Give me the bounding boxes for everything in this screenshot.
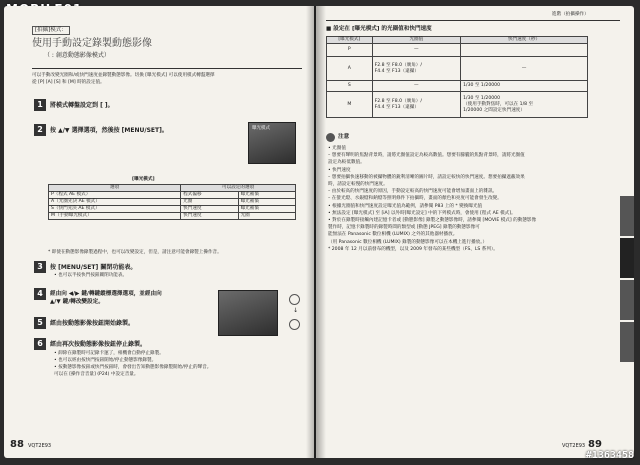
page-subtitle: （ : 創意動態影像模式） [44,52,110,59]
exposure-mode-table [48,184,296,220]
step-5-text: 經由按動態影像按鈕開始錄製。 [50,320,135,327]
table-cell: 快門速度 [181,213,238,220]
step-2-text: 按 ▲/▼ 選擇選項，然後按 [MENU/SET]。 [50,127,168,134]
step-6-note: • 卸除在錄製時可記錄卡運了，相機會自動停止錄製。 [54,351,164,356]
page-title: 使用手動設定錄製動態影像 [32,38,152,49]
table-cell: M（手動曝光模式） [49,213,181,220]
left-page [4,6,314,458]
table-cell: — [372,44,461,57]
table-row [49,206,296,213]
note-line: • 光圈值 [328,146,346,151]
step-6-note: • 按動態影像按鈕或快門按鈕時，會發出告知動態影像錄製開始/停止的聲音。 [54,365,212,370]
note-line: （用 Panasonic 數位相機 (LUMIX) 錄製的動態影像可以在本機上進行播放。） [328,239,488,245]
step-1-text: 將模式轉盤設定到 [ ]。 [50,102,114,109]
step-6-note: • 也可以經由按快門按鈕開始/停止動態影像錄製。 [54,358,157,363]
note-line: • 無法設定 [曝光模式] 至 [iA] 以外時[曝光設定] 中的下列模式時，會使用 [程式 AE 模式]。 [328,210,516,216]
camera-screen-photo [248,122,296,164]
table-cell: 曝光補償 [238,192,295,199]
note-line: – 在螢光燈、水銀燈和鈉燈等照明條件下拍攝時，畫面的顏色和亮度可能會發生改變。 [328,196,502,202]
note-line: 設定為較低數值。 [328,160,365,166]
image-id-badge: #1363458 [585,450,634,461]
aperture-shutter-table [326,36,588,118]
table-cell: F2.8 至 F8.0（廣角）/ F4.4 至 F13（遠攝） [372,57,461,81]
title-divider [32,68,302,69]
table-cell: 曝光補償 [238,199,295,206]
note-line: 製作時，記憶卡錄製時的錄製時間的類型或 [動態 JPEG] 錄製的動態影像可 [328,225,480,231]
model-code-right: VQT2E93 [562,443,586,449]
page-number-right: 89 [588,439,602,450]
table-cell: 程式偏移 [181,192,238,199]
step-4-text-2: ▲/▼ 鍵/轉改變設定。 [50,299,104,305]
book-gutter [306,6,326,458]
step-3-number: 3 [34,261,46,273]
table-row [327,81,588,92]
model-code-left: VQT2E93 [28,443,52,449]
page-number-left: 88 [10,439,24,450]
note-line: 能無法在 Panasonic 數位相機 (LUMIX) 之外的其他器材播放。 [328,232,458,238]
table-footnote: * 即使在動態影像錄製過程中，也可以改變設定，但是，請注意可能會錄製上操作音。 [48,250,222,255]
table-cell: S（快門先決 AE 模式） [49,206,181,213]
step-3-text: 按 [MENU/SET] 關閉功能表。 [50,264,137,271]
note-title: 注意 [338,134,350,140]
table-cell: 1/30 至 1/20000 [461,81,588,92]
arrow-down-icon: ↓ [293,307,299,314]
note-line: 時，請設定較慢的快門速度。 [328,182,388,187]
table-cell: — [461,57,588,81]
step-4-number: 4 [34,288,46,300]
table-cell [461,44,588,57]
table-row [49,199,296,206]
header-tag: 進階（拍攝操作） [552,12,589,17]
table-cell: A（光圈先決 AE 模式） [49,199,181,206]
note-line: – 想要有聲明的焦點背景時，請將光圈值設定為較高數值。想要有朦朧的焦點背景時，請將光圈值 [328,153,525,159]
intro-line-2: 從 [P] [A] [S] 和 [M] 時的設定值。 [32,80,105,85]
note-icon [326,133,335,142]
table-cell: 光圈 [238,213,295,220]
right-page [316,6,634,458]
table-header: 可以設定的選項 [181,185,296,192]
table-cell: — [372,81,461,92]
section-tab [620,280,634,320]
table-header: 選項 [49,185,181,192]
note-line: * 2008 年 12 月以前發布的機型，以及 2009 年發布的某些機型（FS、LS 系列）。 [328,246,498,252]
photo-menu-label: 曝光模式 [252,126,270,131]
table-cell: M [327,92,373,118]
step-5-number: 5 [34,317,46,329]
intro-line-1: 可以手動改變光圈和/或快門速度並錄製動態影像。切換 [曝光模式] 可以使用模式轉盤選擇 [32,73,215,78]
section-title: ■ 設定在 [曝光模式] 的光圈值和快門速度 [326,26,432,32]
step-2-number: 2 [34,124,46,136]
note-line: – 想要拍攝快速移動的被攝物體的銳利清晰的圖片時，請設定較快的快門速度。想要拍攝遮蔽效果 [328,174,525,180]
table-cell: A [327,57,373,81]
table-cell: S [327,81,373,92]
note-line: • 根據光圈值和快門速度設定曝光值為範例，請參閱 P83 上的 * 變換曝光值 [328,203,483,209]
step-3-note: • 也可以半按快門按鈕關閉功能表。 [54,273,128,278]
recording-photo [218,290,278,336]
step-6-text: 經由再次按動態影像按鈕停止錄製。 [50,341,147,348]
note-line: • 快門速度 [328,167,351,173]
step-1-number: 1 [34,99,46,111]
table-row [327,44,588,57]
section-tab [620,196,634,236]
table-cell: P [327,44,373,57]
table-cell: P（程式 AE 模式） [49,192,181,199]
note-line: • 對於在錄製時接觸內建記憶卡者或 [動態影像] 錄製之動態影像時，請參閱 [MOVIE 模式] 的動態影像 [328,218,537,223]
table-row [327,57,588,81]
table-header: 快門速度（秒） [461,37,588,44]
table-cell: 快門速度 [181,206,238,213]
header-divider [326,20,620,21]
table-cell: 曝光補償 [238,206,295,213]
section-tab-active [620,238,634,278]
table-header: 光圈值 [372,37,461,44]
table-cell: 光圈 [181,199,238,206]
table-row [49,192,296,199]
step-6-note: 可以在 [操作音音量] (P24) 中設定音量。 [54,372,139,377]
table-header-row [327,37,588,44]
step-4-text: 經由向 ◀/▶ 鍵/轉鍵縱標選擇選項，並經由向 [50,291,162,297]
rear-dial-icon [289,294,300,305]
exposure-table-caption: [曝光模式] [132,177,155,182]
table-header: [曝光模式] [327,37,373,44]
section-tab [620,322,634,362]
table-row [49,213,296,220]
dial-icon [289,319,300,330]
table-cell: F2.8 至 F8.0（廣角）/ F4.4 至 F13（遠攝） [372,92,461,118]
step-6-number: 6 [34,338,46,350]
table-row [327,92,588,118]
table-cell: 1/30 至 1/20000 （使用手動對焦時，可以在 1/8 至 1/20000 之間設定快門速度） [461,92,588,118]
note-line: – 由於較高的快門速度的原因，手動設定較高的快門速度可能會增加畫面上的雜訊。 [328,189,498,195]
mode-crumb: [拍攝]模式： [32,26,70,35]
table-header-row [49,185,296,192]
